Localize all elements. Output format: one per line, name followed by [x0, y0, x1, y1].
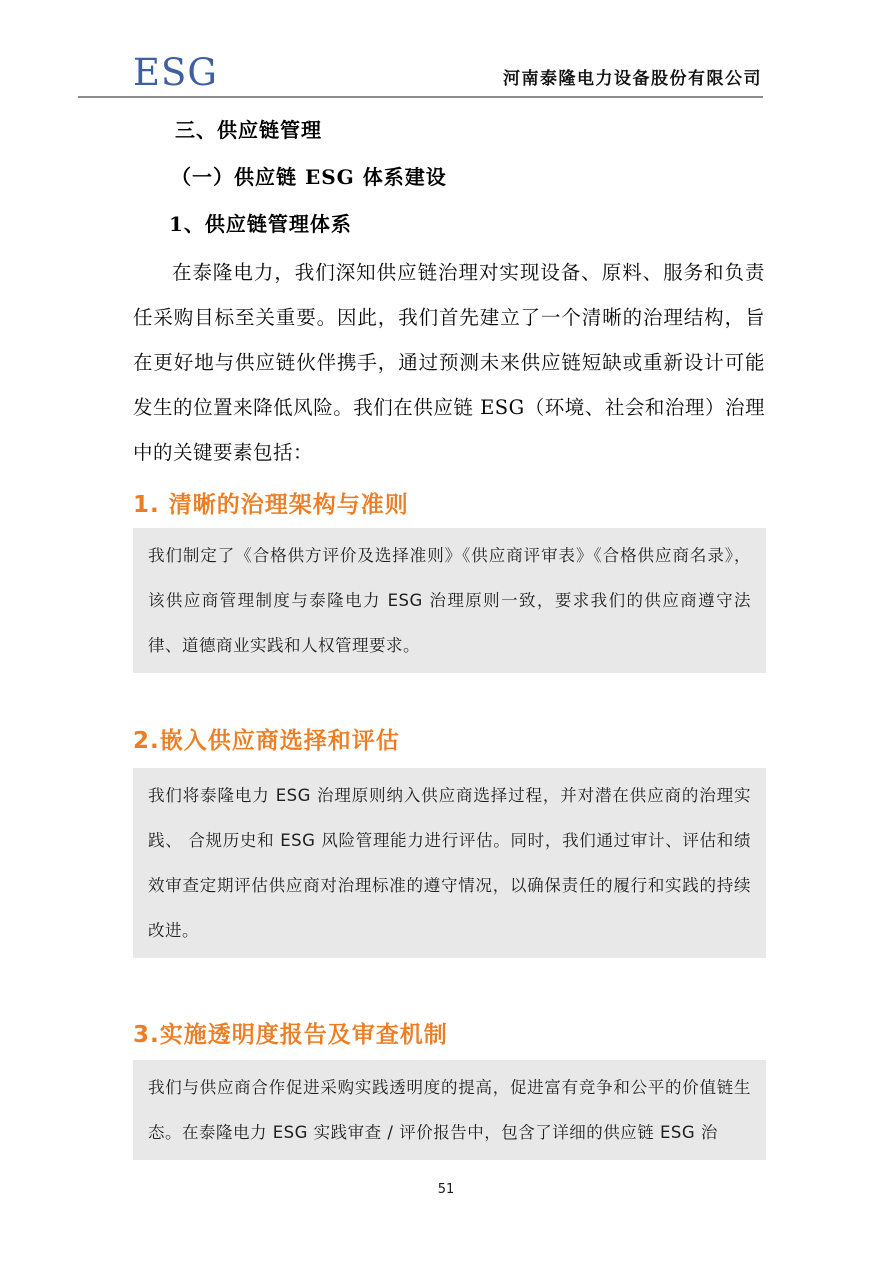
- section-title-transparency-reporting: 3.实施透明度报告及审查机制: [133, 1022, 448, 1048]
- section-body-transparency-reporting: 我们与供应商合作促进采购实践透明度的提高，促进富有竞争和公平的价值链生态。在泰隆电力 ESG 实践审查 / 评价报告中，包含了详细的供应链 ESG 治: [133, 1060, 766, 1160]
- esg-logo: ESG: [133, 51, 218, 94]
- subsection-heading: （一）供应链 ESG 体系建设: [171, 165, 447, 189]
- section-heading: 三、供应链管理: [175, 118, 322, 142]
- header-rule: [78, 96, 763, 98]
- intro-paragraph: 在泰隆电力，我们深知供应链治理对实现设备、原料、服务和负责任采购目标至关重要。因此，我们首先建立了一个清晰的治理结构，旨在更好地与供应链伙伴携手，通过预测未来供应链短缺或重新设计可能发生的位置来降低风险。我们在供应链 ESG（环境、社会和治理）治理中的关键要素包括：: [133, 261, 765, 464]
- page-footer: [0, 1178, 892, 1197]
- section-body-governance-structure: 我们制定了《合格供方评价及选择准则》《供应商评审表》《合格供应商名录》，该供应商管理制度与泰隆电力 ESG 治理原则一致，要求我们的供应商遵守法律、道德商业实践和人权管理要求。: [133, 528, 766, 673]
- section-title-governance-structure: 1. 清晰的治理架构与准则: [133, 492, 409, 518]
- numbered-heading: 1、供应链管理体系: [169, 212, 352, 236]
- section-title-supplier-selection: 2.嵌入供应商选择和评估: [133, 728, 400, 754]
- section-body-supplier-selection: 我们将泰隆电力 ESG 治理原则纳入供应商选择过程，并对潜在供应商的治理实践、 合规历史和 ESG 风险管理能力进行评估。同时，我们通过审计、评估和绩效审查定期评估供应商对治理标准的遵守情况，以确保责任的履行和实践的持续改进。: [133, 768, 766, 958]
- page-number: 51: [437, 1182, 455, 1197]
- company-name: 河南泰隆电力设备股份有限公司: [503, 69, 762, 89]
